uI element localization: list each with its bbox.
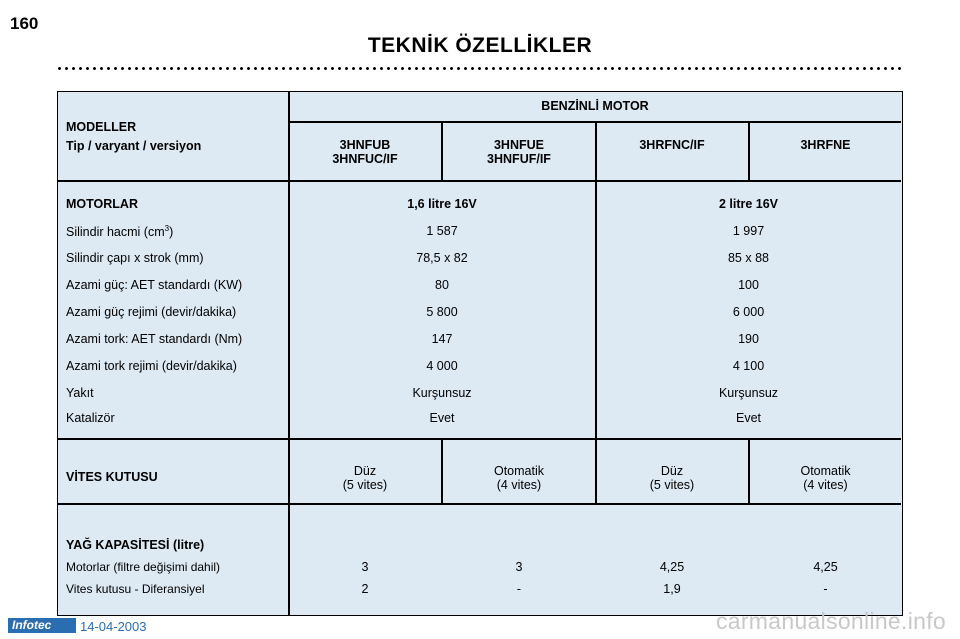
- gearbox-type: Otomatik: [800, 464, 851, 478]
- spec-value-b: 6 000: [732, 305, 765, 319]
- page-number: 160: [10, 14, 39, 33]
- spec-table: [57, 91, 903, 616]
- gearbox-cell: [443, 464, 595, 492]
- oil-value: 2: [361, 582, 369, 596]
- gearbox-speeds: (4 vites): [496, 478, 542, 492]
- oil-value: 4,25: [813, 560, 838, 574]
- spec-value-b: 1 997: [732, 224, 765, 238]
- footer-date: 14-04-2003: [80, 619, 147, 634]
- oil-value: 3: [515, 560, 523, 574]
- column-code: 3HNFUF/IF: [487, 152, 551, 166]
- models-label: MODELLER: [66, 120, 137, 134]
- spec-label-tail: ): [169, 225, 174, 240]
- column-code: 3HNFUE: [493, 138, 544, 152]
- gearbox-speeds: (5 vites): [649, 478, 695, 492]
- spec-value-a: 4 000: [426, 359, 458, 373]
- column-header: [596, 138, 748, 152]
- grid-line: [58, 180, 901, 182]
- spec-row-label: Yakıt: [66, 386, 94, 400]
- gearbox-label: VİTES KUTUSU: [66, 470, 158, 484]
- spec-row-label: Katalizör: [66, 411, 115, 425]
- spec-value-b: 4 100: [732, 359, 765, 373]
- oil-value: -: [516, 582, 522, 596]
- oil-row-label: Vites kutusu - Diferansiyel: [66, 582, 205, 596]
- gearbox-cell: [289, 464, 441, 492]
- oil-value: 4,25: [659, 560, 685, 574]
- gearbox-type: Düz: [660, 464, 684, 478]
- column-header: [750, 138, 901, 152]
- oil-value: 1,9: [663, 582, 681, 596]
- spec-value-b: 100: [738, 278, 759, 292]
- spec-label-superscript: 3: [164, 224, 170, 233]
- column-header: [289, 138, 441, 166]
- gearbox-type: Otomatik: [493, 464, 544, 478]
- column-header: [443, 138, 595, 166]
- spec-value-a: 5 800: [426, 305, 458, 319]
- grid-line: [58, 503, 901, 505]
- engine-a-name: 1,6 litre 16V: [407, 197, 477, 211]
- grid-line: [58, 438, 901, 440]
- spec-row-label: Silindir çapı x strok (mm): [66, 251, 204, 265]
- spec-value-a: 80: [435, 278, 449, 292]
- dotted-divider: [56, 66, 904, 71]
- oil-value: -: [823, 582, 828, 596]
- spec-row-label: Azami güç rejimi (devir/dakika): [66, 305, 237, 319]
- oil-capacity-label: YAĞ KAPASİTESİ (litre): [66, 538, 205, 552]
- spec-value-b: Kurşunsuz: [718, 386, 779, 400]
- gearbox-speeds: (4 vites): [803, 478, 848, 492]
- spec-label-text: Silindir hacmi (cm: [66, 225, 165, 240]
- spec-row-label: Azami tork: AET standardı (Nm): [66, 332, 243, 346]
- spec-row-label: [66, 224, 173, 239]
- spec-value-a: 78,5 x 82: [416, 251, 468, 265]
- spec-row-label: Azami tork rejimi (devir/dakika): [66, 359, 237, 373]
- watermark: carmanualsonline.info: [715, 608, 946, 634]
- type-variant-label: Tip / varyant / versiyon: [66, 139, 202, 153]
- oil-value: 3: [361, 560, 369, 574]
- spec-value-a: Evet: [429, 411, 455, 425]
- spec-value-a: 147: [431, 332, 453, 346]
- oil-row-label: Motorlar (filtre değişimi dahil): [66, 560, 221, 574]
- engines-label: MOTORLAR: [66, 197, 138, 211]
- gearbox-cell: [750, 464, 901, 492]
- column-code: 3HRFNC/IF: [639, 138, 705, 152]
- grid-line: [288, 92, 290, 615]
- page-title: TEKNİK ÖZELLİKLER: [367, 34, 593, 57]
- spec-row-label: Azami güç: AET standardı (KW): [66, 278, 243, 292]
- spec-value-b: Evet: [735, 411, 761, 425]
- column-code: 3HNFUC/IF: [332, 152, 398, 166]
- column-code: 3HRFNE: [800, 138, 851, 152]
- spec-value-a: Kurşunsuz: [412, 386, 472, 400]
- column-code: 3HNFUB: [339, 138, 391, 152]
- gearbox-cell: [596, 464, 748, 492]
- spec-value-b: 85 x 88: [727, 251, 769, 265]
- gearbox-type: Düz: [353, 464, 377, 478]
- spec-value-a: 1 587: [426, 224, 458, 238]
- engine-b-name: 2 litre 16V: [718, 197, 779, 211]
- infotec-logo: Infotec: [8, 618, 76, 633]
- gearbox-speeds: (5 vites): [342, 478, 388, 492]
- fuel-group-header: BENZİNLİ MOTOR: [541, 99, 649, 113]
- spec-value-b: 190: [738, 332, 759, 346]
